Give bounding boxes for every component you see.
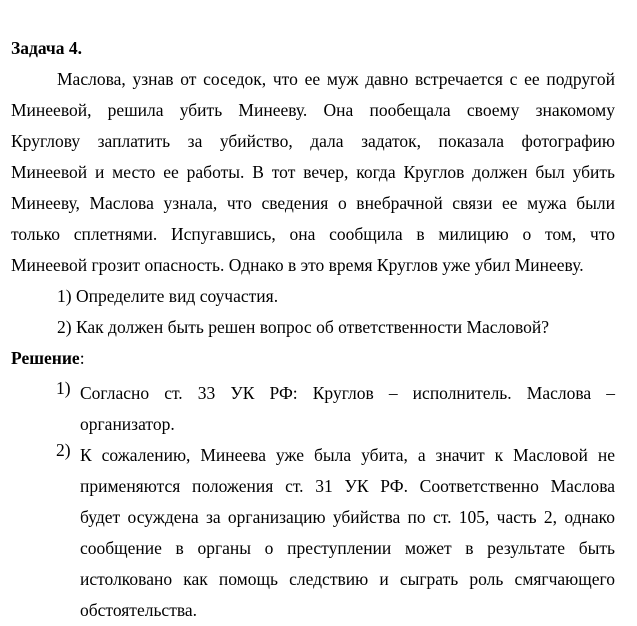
paragraph-line: только сплетнями. Испугавшись, она сообщила в милицию о том, что	[11, 224, 615, 244]
solution-heading	[11, 343, 615, 374]
solution-line: организатор.	[80, 414, 175, 434]
question-item: 2) Как должен быть решен вопрос об ответственности Масловой?	[57, 317, 550, 337]
document-page	[11, 33, 615, 626]
paragraph-line: Круглову заплатить за убийство, дала задаток, показала фотографию	[11, 131, 615, 151]
solution-line: будет осуждена за организацию убийства по ст. 105, часть 2, однако	[80, 507, 615, 527]
task-questions	[11, 281, 615, 343]
solution-item	[11, 378, 615, 440]
solution-title: Решение	[11, 348, 80, 368]
solution-line: Согласно ст. 33 УК РФ: Круглов – исполнитель. Маслова –	[80, 383, 615, 403]
paragraph-line: Минеевой грозит опасность. Однако в это время Круглов уже убил Минееву.	[11, 255, 584, 275]
paragraph-line: Минеевой, решила убить Минееву. Она пообещала своему знакомому	[11, 100, 615, 120]
question-item: 1) Определите вид соучастия.	[57, 286, 279, 306]
solution-line: К сожалению, Минеева уже была убита, а значит к Масловой не	[80, 445, 615, 465]
task-paragraph	[11, 64, 615, 281]
solution-item	[11, 440, 615, 626]
task-title: Задача 4.	[11, 38, 83, 58]
paragraph-line: Минееву, Маслова узнала, что сведения о внебрачной связи ее мужа были	[11, 193, 615, 213]
solution-title-suffix: :	[79, 348, 85, 368]
solution-item-number: 2)	[56, 440, 71, 460]
solution-line: истолковано как помощь следствию и сыграть роль смягчающего	[80, 569, 615, 589]
solution-line: применяются положения ст. 31 УК РФ. Соответственно Маслова	[80, 476, 615, 496]
paragraph-line: Маслова, узнав от соседок, что ее муж давно встречается с ее подругой	[57, 69, 615, 89]
solution-line: обстоятельства.	[80, 600, 198, 620]
paragraph-line: Минеевой и место ее работы. В тот вечер, когда Круглов должен был убить	[11, 162, 615, 182]
solution-line: сообщение в органы о преступлении может в результате быть	[80, 538, 615, 558]
solution-item-number: 1)	[56, 378, 71, 398]
